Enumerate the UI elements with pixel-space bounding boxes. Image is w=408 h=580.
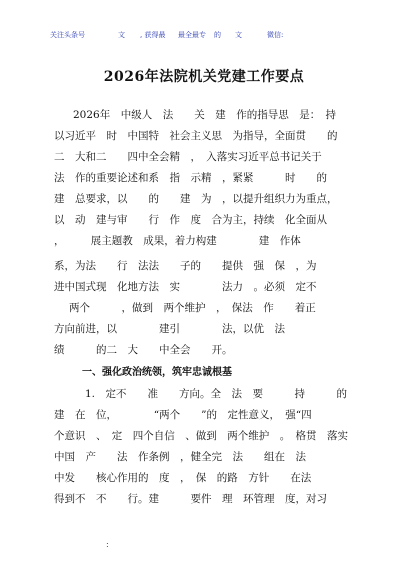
header-follow-label[interactable]: 关注头条号 — [50, 31, 85, 39]
intro-line: 进中国式现 化地方法 实 法力 。必须 定不 — [54, 281, 317, 293]
section-line: 个意识 、 定 四个自信 、做到 两个维护 。 格贯 落实 — [54, 430, 348, 442]
header-bar — [0, 0, 408, 60]
section-line: 建 在 位， “两个 ”的 定性意义， 强“四 — [54, 409, 312, 421]
intro-line: 二 大和二 四中全会精 ， 入落实习近平总书记关于 — [54, 151, 322, 163]
section-heading: 一、强化政治统领，筑牢忠诚根基 — [82, 367, 232, 378]
section-line: 中发 核心作用的 度 ， 保 的路 方针 在法 — [54, 472, 312, 484]
header-wechat-label[interactable]: 微信: — [267, 31, 284, 39]
intro-line: 方向前进，以 建引 法，以优 法 — [54, 323, 285, 335]
intro-line: 2026年 中级人 法 关 建 作的指导思 是： 持 — [73, 109, 336, 121]
section-line: 中国 产 法 作条例 ，健全完 法 组在 法 — [54, 451, 306, 463]
footer-mark: : — [106, 540, 109, 549]
intro-line: 法 作的重要论述和系 指 示精 ，紧紧 时 的 — [54, 172, 327, 184]
header-text-1: 文 — [118, 31, 125, 39]
section-line: 1. 定不 准 方向。全 法 要 持 的 — [85, 388, 348, 400]
section-line: 得到不 不 行。建 要件 理 环管理 度，对习 — [54, 493, 327, 505]
header-text-4: 的 — [214, 31, 221, 39]
intro-line: ， 展主题教 成果，着力构建 建 作体 — [54, 235, 301, 247]
intro-line: 绩 的二 大 中全会 开。 — [54, 344, 233, 356]
intro-line: 系，为法 行 法法 子的 提供 强 保 ，为 — [54, 260, 317, 272]
header-text-2: , 获得最 — [140, 31, 166, 39]
header-text-5: 文 — [235, 31, 242, 39]
intro-line: 建 总要求，以 的 建 为 ，以提升组织力为重点， — [54, 193, 338, 205]
intro-line: 两个 ，做到 两个维护 ， 保法 作 着正 — [69, 302, 316, 314]
intro-line: 以 动 建与审 行 作 度 合为主，持续 化全面从 — [54, 214, 327, 226]
intro-line: 以习近平 时 中国特 社会主义思 为指导，全面贯 的 — [54, 130, 338, 142]
document-title: 2026年法院机关党建工作要点 — [103, 69, 305, 85]
header-text-3: 最全最专 — [178, 31, 206, 39]
